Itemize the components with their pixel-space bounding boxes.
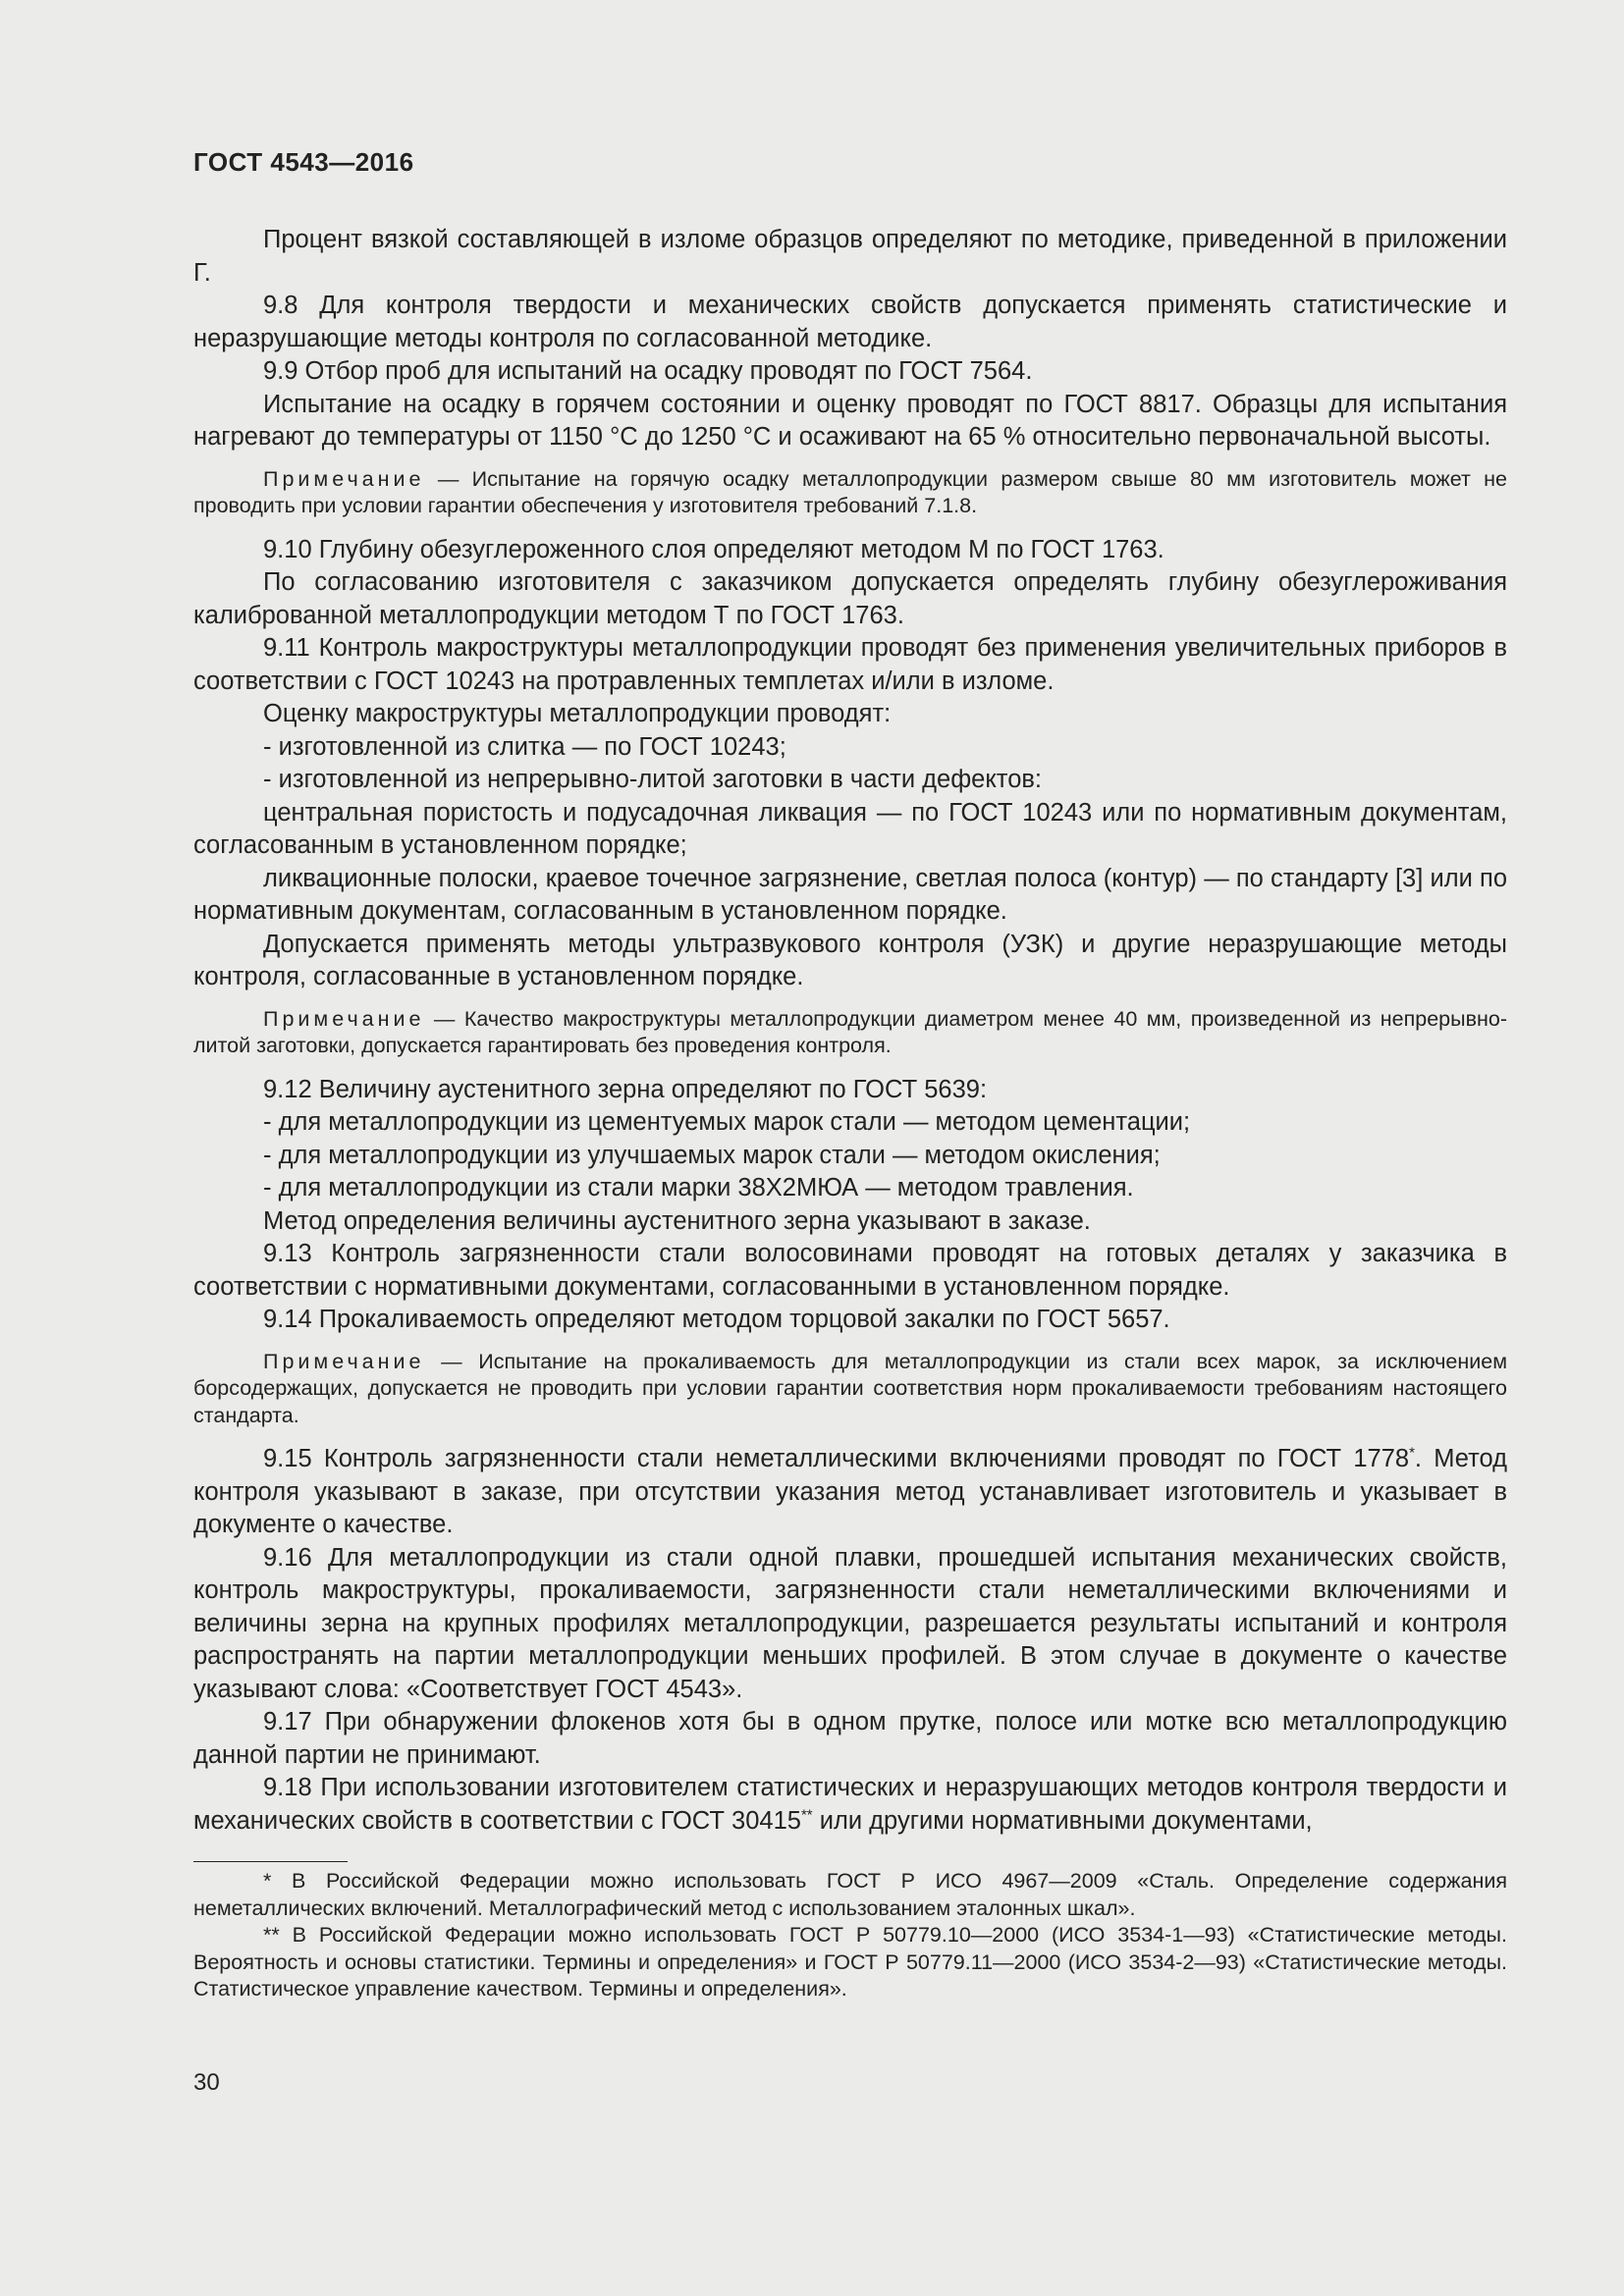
body-paragraph: 9.8 Для контроля твердости и механических свойств допускается применять статистические и неразрушающие методы контроля по согласованной методике.	[193, 292, 1507, 352]
paragraph-text: или другими нормативными документами,	[812, 1806, 1313, 1835]
note-paragraph	[193, 1006, 1507, 1060]
footnote-mark: **	[263, 1923, 280, 1947]
footnote	[193, 1868, 1507, 1922]
body-paragraph: ликвационные полоски, краевое точечное загрязнение, светлая полоса (контур) — по стандарту [3] или по нормативным документам, согласованным в установленном порядке.	[193, 864, 1507, 925]
footnote-separator	[193, 1861, 348, 1862]
footnote	[193, 1922, 1507, 2003]
body-paragraph	[193, 1443, 1507, 1542]
page-header: ГОСТ 4543—2016	[193, 147, 414, 177]
footnote-text: В Российской Федерации можно использовать ГОСТ Р 50779.10—2000 (ИСО 3534-1—93) «Статистические методы. Вероятность и основы статистики. Термины и определения» и ГОСТ Р 50779.11—2000 (ИСО 3534-2—93) «Статистические методы. Статистическое управление качеством. Термины и определения».	[193, 1923, 1507, 2001]
body-paragraph: По согласованию изготовителя с заказчиком допускается определять глубину обезуглероживания калиброванной металлопродукции методом Т по ГОСТ 1763.	[193, 568, 1507, 629]
paragraph-text: 9.15 Контроль загрязненности стали неметаллическими включениями проводят по ГОСТ 1778	[263, 1445, 1410, 1472]
body-paragraph: Допускается применять методы ультразвукового контроля (УЗК) и другие неразрушающие методы контроля, согласованные в установленном порядке.	[193, 930, 1507, 990]
note-label: Примечание	[263, 466, 425, 491]
body-paragraph: - для металлопродукции из улучшаемых марок стали — методом окисления;	[263, 1141, 1161, 1169]
body-paragraph: Метод определения величины аустенитного зерна указывают в заказе.	[263, 1206, 1091, 1235]
note-paragraph	[193, 1349, 1507, 1430]
body-paragraph: - изготовленной из слитка — по ГОСТ 10243;	[263, 732, 786, 761]
note-label: Примечание	[263, 1349, 425, 1373]
note-text: — Качество макроструктуры металлопродукции диаметром менее 40 мм, произведенной из непрерывно-литой заготовки, допускается гарантировать без проведения контроля.	[193, 1006, 1507, 1057]
note-text: — Испытание на горячую осадку металлопродукции размером свыше 80 мм изготовитель может не проводить при условии гарантии обеспечения у изготовителя требований 7.1.8.	[193, 466, 1507, 517]
body-paragraph: Испытание на осадку в горячем состоянии и оценку проводят по ГОСТ 8817. Образцы для испытания нагревают до температуры от 1150 °С до 1250 °С и осаживают на 65 % относительно первоначальной высоты.	[193, 390, 1507, 451]
body-paragraph: 9.16 Для металлопродукции из стали одной плавки, прошедшей испытания механических свойств, контроль макроструктуры, прокаливаемости, загрязненности стали неметаллическими включениями и величины зерна на крупных профилях металлопродукции, разрешается результаты испытаний и контроля распространять на партии металлопродукции меньших профилей. В этом случае в документе о качестве указывают слова: «Соответствует ГОСТ 4543».	[193, 1543, 1507, 1703]
footnote-text: В Российской Федерации можно использовать ГОСТ Р ИСО 4967—2009 «Сталь. Определение содержания неметаллических включений. Металлографический метод с использованием эталонных шкал».	[193, 1869, 1507, 1920]
footnote-reference: **	[800, 1806, 813, 1823]
body-paragraph: центральная пористость и подусадочная ликвация — по ГОСТ 10243 или по нормативным документам, согласованным в установленном порядке;	[193, 798, 1507, 859]
footnote-mark: *	[263, 1869, 272, 1893]
footnotes	[193, 1868, 1507, 2003]
body-paragraph: 9.9 Отбор проб для испытаний на осадку проводят по ГОСТ 7564.	[263, 357, 1033, 385]
body-paragraph: - для металлопродукции из цементуемых марок стали — методом цементации;	[263, 1108, 1191, 1136]
footnote-reference: *	[1409, 1444, 1415, 1462]
paragraph-text: 9.18 При использовании изготовителем статистических и неразрушающих методов контроля твердости и механических свойств в соответствии с ГОСТ 30415	[193, 1774, 1507, 1835]
document-body	[193, 224, 1507, 2003]
body-paragraph: - для металлопродукции из стали марки 38Х2МЮА — методом травления.	[263, 1174, 1134, 1201]
body-paragraph: Оценку макроструктуры металлопродукции проводят:	[263, 700, 892, 727]
page-number: 30	[193, 2069, 220, 2096]
paragraph-text: . Метод контроля указывают в заказе, при отсутствии указания метод устанавливает изготовитель и указывает в документе о качестве.	[193, 1445, 1507, 1538]
note-paragraph	[193, 466, 1507, 520]
body-paragraph	[193, 1772, 1507, 1838]
body-paragraph: - изготовленной из непрерывно-литой заготовки в части дефектов:	[263, 766, 1043, 793]
body-paragraph: 9.14 Прокаливаемость определяют методом торцовой закалки по ГОСТ 5657.	[263, 1306, 1170, 1333]
body-paragraph: Процент вязкой составляющей в изломе образцов определяют по методике, приведенной в приложении Г.	[193, 226, 1507, 287]
note-label: Примечание	[263, 1006, 425, 1031]
note-text: — Испытание на прокаливаемость для металлопродукции из стали всех марок, за исключением борсодержащих, допускается не проводить при условии гарантии соответствия норм прокаливаемости требованиям настоящего стандарта.	[193, 1349, 1507, 1427]
body-paragraph: 9.10 Глубину обезуглероженного слоя определяют методом М по ГОСТ 1763.	[263, 535, 1164, 563]
body-paragraph: 9.11 Контроль макроструктуры металлопродукции проводят без применения увеличительных приборов в соответствии с ГОСТ 10243 на протравленных темплетах и/или в изломе.	[193, 634, 1507, 695]
body-paragraph: 9.17 При обнаружении флокенов хотя бы в одном прутке, полосе или мотке всю металлопродукцию данной партии не принимают.	[193, 1708, 1507, 1769]
body-paragraph: 9.12 Величину аустенитного зерна определяют по ГОСТ 5639:	[263, 1075, 988, 1103]
body-paragraph: 9.13 Контроль загрязненности стали волосовинами проводят на готовых деталях у заказчика в соответствии с нормативными документами, согласованными в установленном порядке.	[193, 1240, 1507, 1301]
